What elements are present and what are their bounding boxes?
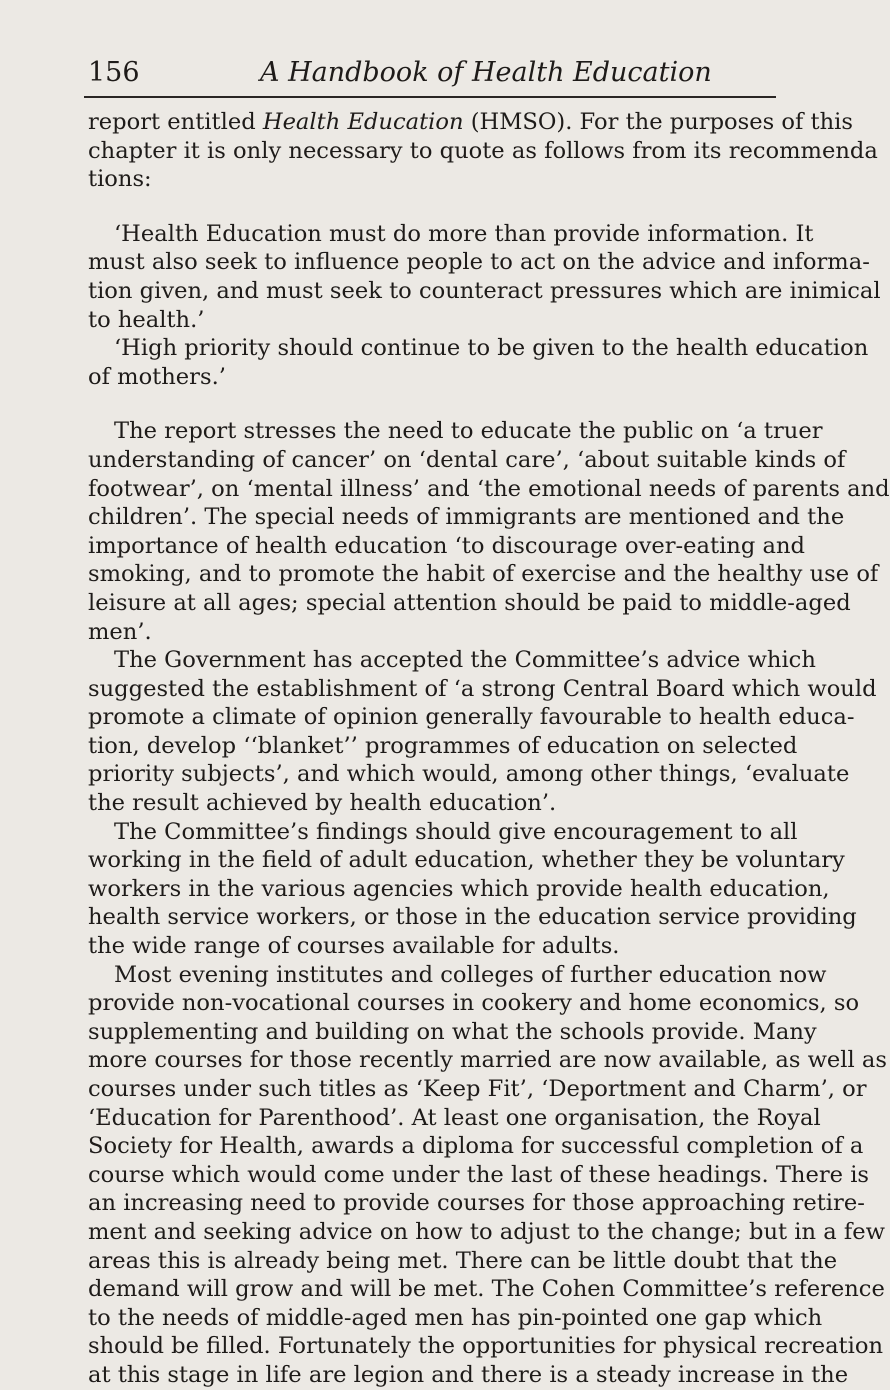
text-line: tion, develop ‘‘blanket’’ programmes of education on selected [88, 732, 798, 759]
text-line: children’. The special needs of immigrants are mentioned and the [88, 504, 845, 531]
page-header [88, 56, 778, 90]
text-line: The Committee’s findings should give encouragement to all [114, 818, 798, 845]
text-line: priority subjects’, and which would, among other things, ‘evaluate [88, 761, 850, 788]
text-line: importance of health education ‘to discourage over-eating and [88, 532, 805, 559]
text-line: should be filled. Fortunately the opportunities for physical recreation [88, 1333, 884, 1360]
text-line: supplementing and building on what the schools provide. Many [88, 1018, 817, 1045]
text-line: chapter it is only necessary to quote as follows from its recommenda [88, 137, 878, 164]
text-line: the result achieved by health education’. [88, 790, 557, 817]
text-line: smoking, and to promote the habit of exercise and the healthy use of [88, 561, 879, 588]
text-line: at this stage in life are legion and there is a steady increase in the [88, 1361, 849, 1388]
text-line: health service workers, or those in the education service providing [88, 904, 857, 931]
running-title: A Handbook of Health Education [260, 57, 712, 88]
text-line: of mothers.’ [88, 363, 226, 390]
text-line: course which would come under the last of these headings. There is [88, 1161, 870, 1188]
text-line: more courses for those recently married are now available, as well as [88, 1047, 888, 1074]
text-line: The report stresses the need to educate the public on ‘a truer [114, 418, 823, 445]
text-line: suggested the establishment of ‘a strong Central Board which would [88, 675, 877, 702]
text-line: workers in the various agencies which provide health education, [88, 875, 830, 902]
text-line: provide non-vocational courses in cookery and home economics, so [88, 990, 860, 1017]
text-line: report entitled Health Education (HMSO). For the purposes of this [88, 109, 853, 135]
header-rule [84, 96, 776, 98]
text-line: ‘Health Education must do more than provide information. It [114, 220, 814, 247]
text-line: Society for Health, awards a diploma for successful completion of a [88, 1133, 864, 1160]
text-line: tion given, and must seek to counteract pressures which are inimical [88, 277, 881, 304]
text-line: courses under such titles as ‘Keep Fit’, ‘Deportment and Charm’, or [88, 1076, 867, 1102]
text-line: The Government has accepted the Committee’s advice which [114, 647, 816, 674]
text-line: ment and seeking advice on how to adjust to the change; but in a few [88, 1218, 885, 1245]
text-line: an increasing need to provide courses for those approaching retire- [88, 1190, 865, 1217]
text-line: to the needs of middle-aged men has pin-pointed one gap which [88, 1304, 823, 1331]
text-line: understanding of cancer’ on ‘dental care’, ‘about suitable kinds of [88, 446, 846, 473]
text-line: areas this is already being met. There can be little doubt that the [88, 1247, 838, 1274]
text-line: promote a climate of opinion generally favourable to health educa- [88, 704, 855, 731]
text-line: leisure at all ages; special attention should be paid to middle-aged [88, 589, 851, 616]
text-line: working in the field of adult education, whether they be voluntary [88, 847, 845, 874]
text-line: demand will grow and will be met. The Cohen Committee’s reference [88, 1276, 885, 1303]
body-text [88, 108, 890, 1390]
text-line: ‘High priority should continue to be given to the health education [114, 335, 869, 362]
text-line: the wide range of courses available for adults. [88, 933, 620, 960]
text-line: footwear’, on ‘mental illness’ and ‘the emotional needs of parents and [88, 475, 890, 502]
text-line: ‘Education for Parenthood’. At least one organisation, the Royal [88, 1104, 821, 1131]
text-line: Most evening institutes and colleges of further education now [114, 961, 827, 988]
text-line: men’. [88, 618, 152, 645]
page-number: 156 [88, 57, 140, 88]
text-line: must also seek to influence people to act on the advice and informa- [88, 249, 870, 276]
text-line: to health.’ [88, 306, 205, 333]
text-line: tions: [88, 166, 152, 193]
